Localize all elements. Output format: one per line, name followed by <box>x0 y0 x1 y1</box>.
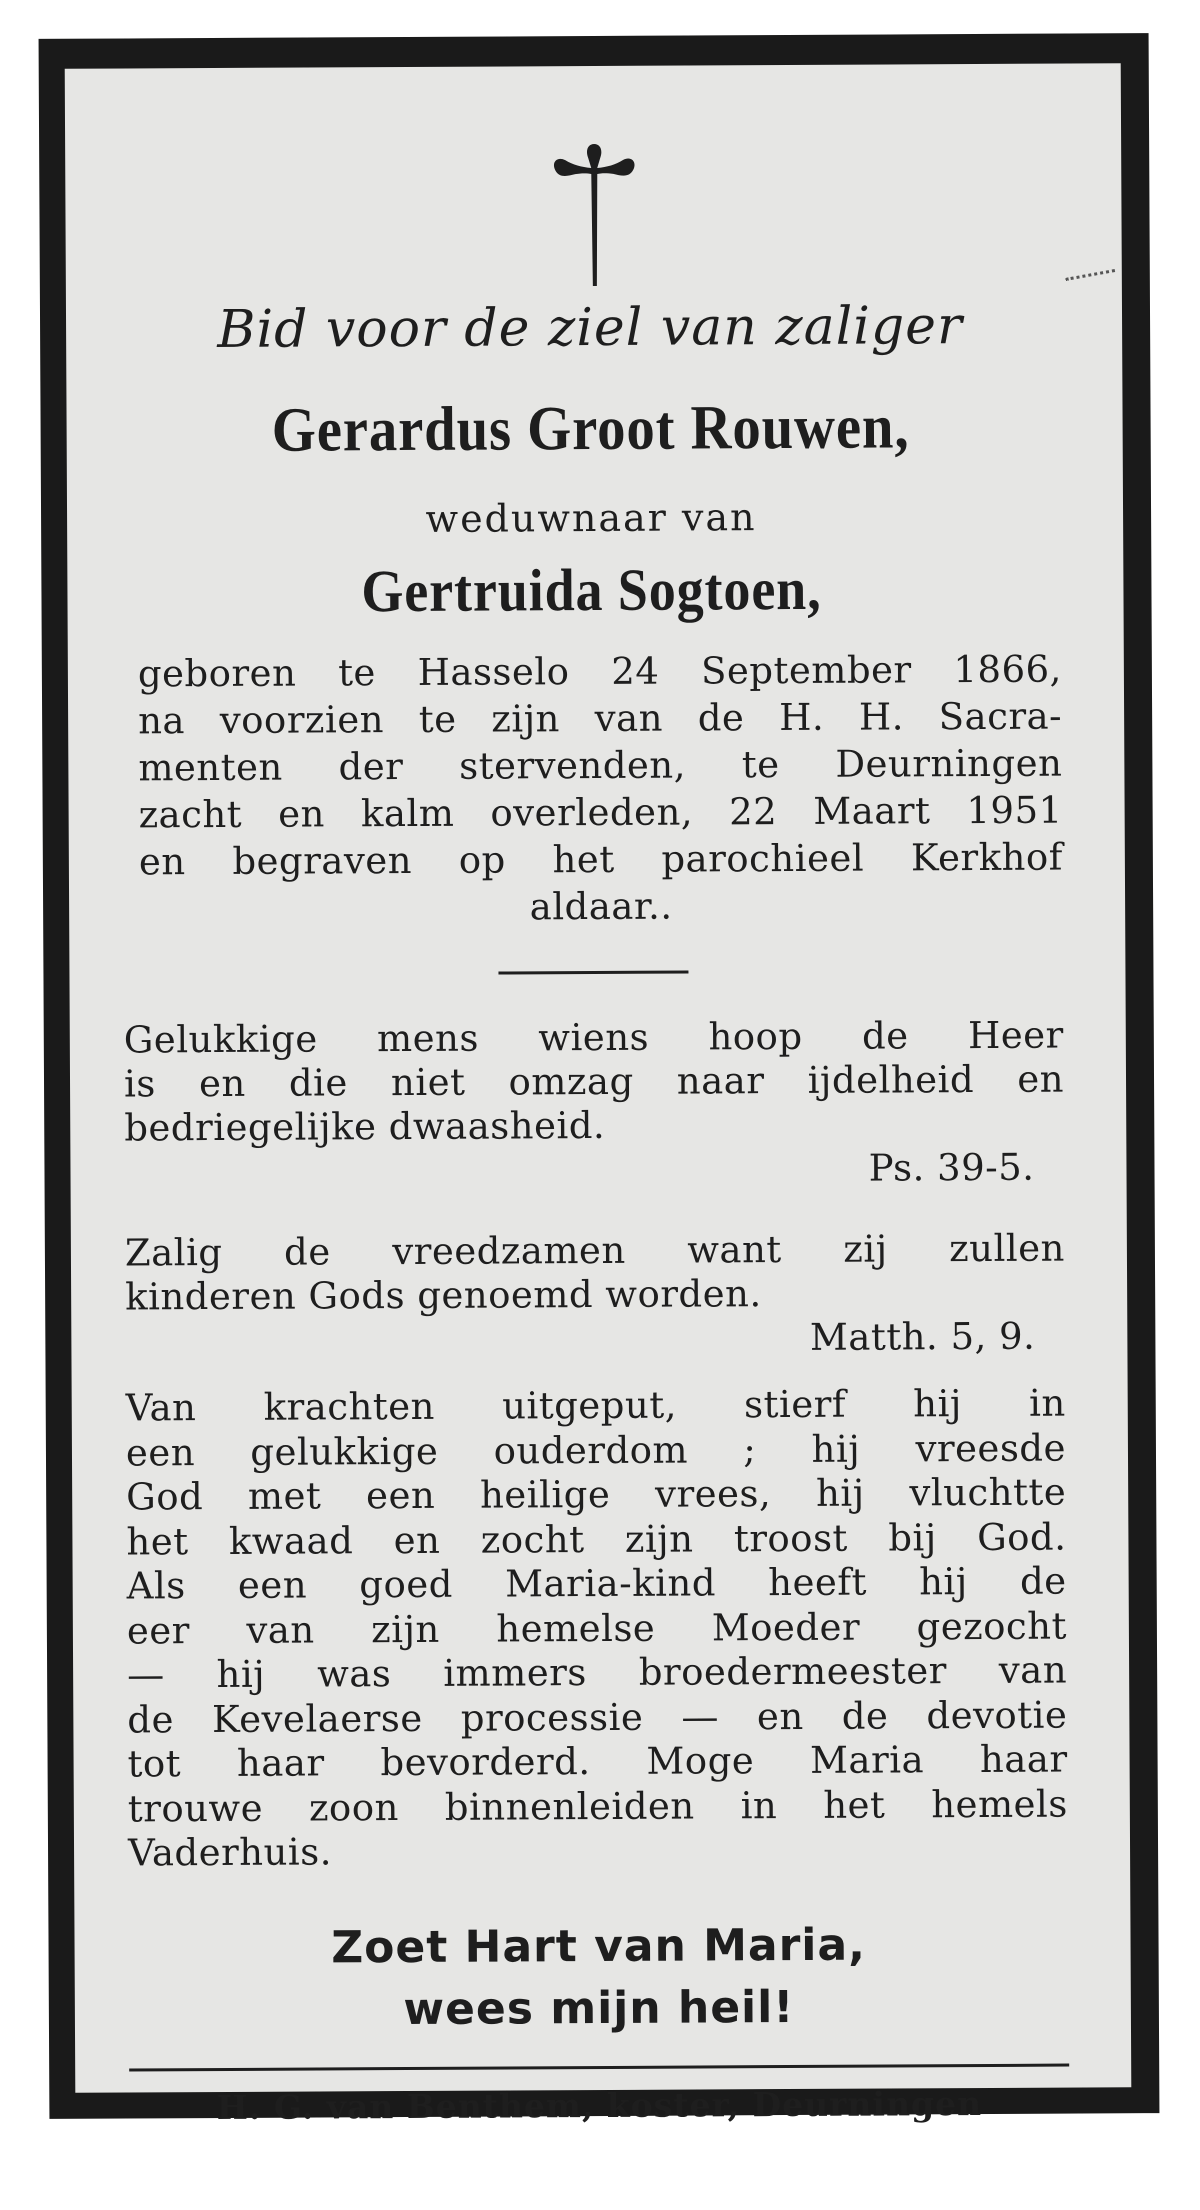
printer-credit: H. G. van Benthem, koster, Deurningen <box>216 2084 983 2128</box>
cross-icon <box>549 140 640 290</box>
quote-line: kinderen Gods genoemd worden. <box>125 1272 762 1319</box>
quote-line: Zalig de vreedzamen want zij zullen <box>124 1226 1066 1275</box>
quote-line: Gelukkige mens wiens hoop de Heer <box>123 1013 1064 1062</box>
biography-line: aldaar.. <box>529 884 673 929</box>
card-content <box>119 64 1070 2128</box>
tribute-line: God met een heilige vrees, hij vluchtte <box>126 1470 1067 1519</box>
biography-line: zacht en kalm overleden, 22 Maart 1951 <box>138 788 1063 837</box>
matthew-quote <box>125 1227 1066 1364</box>
tribute-line: Van krachten uitgeput, stierf hij in <box>125 1381 1066 1430</box>
biography-line: menten der stervenden, te Deurningen <box>138 741 1063 790</box>
biography-line: geboren te Hasselo 24 September 1866, <box>137 647 1062 696</box>
quote-line: is en die niet omzag naar ijdelheid en <box>123 1057 1065 1106</box>
prayer-line: Zoet Hart van Maria, <box>331 1919 866 1974</box>
prayer-line: wees mijn heil! <box>403 1981 795 2036</box>
divider-long <box>129 2064 1069 2072</box>
quote-reference: Ps. 39-5. <box>868 1145 1035 1190</box>
relation-text: weduwnaar van <box>425 495 757 541</box>
tribute-line: een gelukkige ouderdom ; hij vreesde <box>125 1426 1067 1474</box>
spouse-name: Gertruida Sogtoen, <box>361 555 822 625</box>
deceased-name: Gerardus Groot Rouwen, <box>271 391 910 465</box>
tribute-line: trouwe zoon binnenleiden in het hemels <box>127 1782 1068 1830</box>
tribute-line: het kwaad en zocht zijn troost bij God. <box>126 1515 1067 1563</box>
prayer <box>128 1914 1069 2043</box>
memorial-card <box>39 33 1160 2128</box>
biography-line: en begraven op het parochieel Kerkhof <box>138 835 1063 884</box>
tribute-line: de Kevelaerse processie — en de devotie <box>127 1693 1068 1741</box>
divider-short <box>498 971 688 975</box>
tribute-line: Vaderhuis. <box>127 1830 333 1875</box>
paper-mark <box>1065 269 1116 287</box>
psalm-quote <box>124 1014 1065 1195</box>
tribute-text <box>126 1382 1069 1876</box>
quote-line: bedriegelijke dwaasheid. <box>124 1103 606 1150</box>
invocation: Bid voor de ziel van zaliger <box>217 296 964 360</box>
tribute-line: — hij was immers broedermeester van <box>127 1648 1068 1697</box>
quote-reference: Matth. 5, 9. <box>809 1314 1036 1359</box>
tribute-line: eer van zijn hemelse Moeder gezocht <box>126 1604 1067 1652</box>
biography-line: na voorzien te zijn van de H. H. Sacra- <box>138 694 1063 743</box>
tribute-line: tot haar bevorderd. Moge Maria haar <box>127 1737 1068 1786</box>
biography <box>138 646 1063 933</box>
tribute-line: Als een goed Maria-kind heeft hij de <box>126 1559 1067 1608</box>
